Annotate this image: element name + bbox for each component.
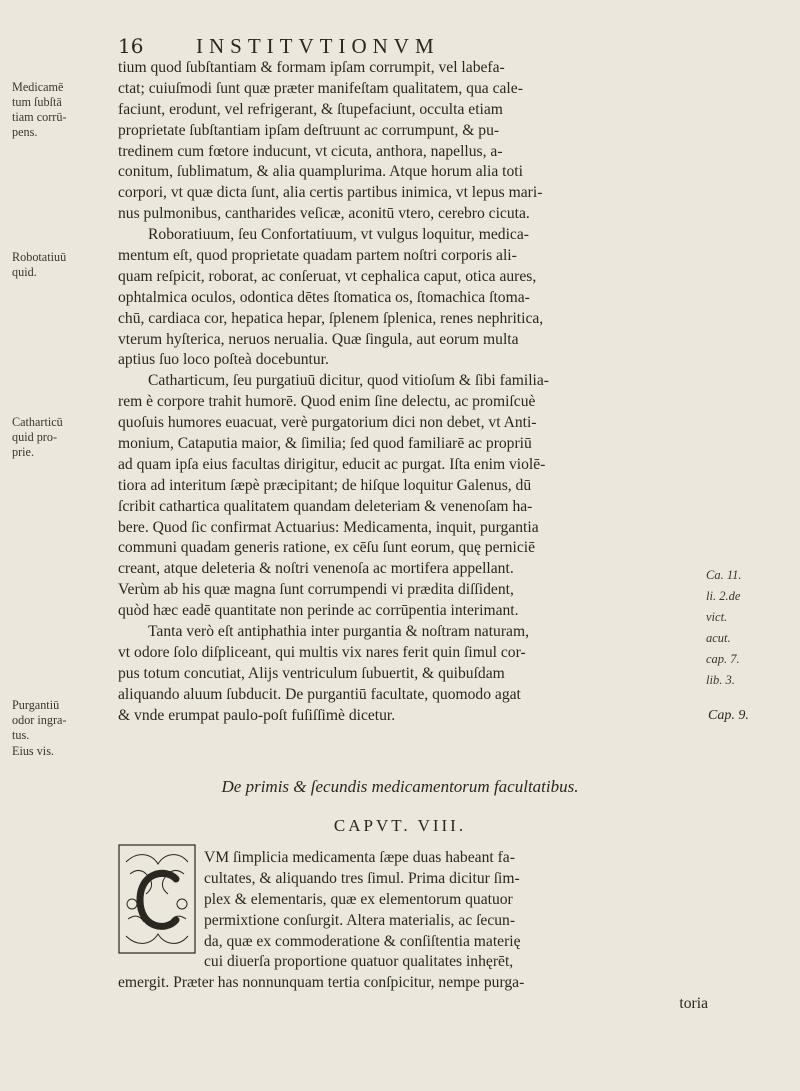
chapter-heading: CAPVT. VIII. [333, 816, 467, 835]
text-line: proprietate ſubſtantiam ipſam deſtruunt ac corrumpunt, & pu- [118, 121, 500, 139]
text-line: quòd hæc eadē quantitate non perinde ac corrūpentia interimant. [118, 602, 519, 620]
right-ref: vict. [706, 610, 728, 624]
margin-note-line: odor ingra- [12, 713, 67, 727]
chapter-reference: Cap. 9. [708, 707, 749, 723]
text-line: mentum eſt, quod proprietate quadam partem noſtri corporis ali- [118, 247, 517, 265]
margin-note-line: Robotatiuū [12, 250, 67, 264]
chapter-text-block [118, 848, 708, 1015]
text-line: da, quæ ex commoderatione & conſiſtentia materię [204, 932, 521, 950]
margin-note-line: tiam corrū- [12, 110, 67, 124]
text-line: creant, atque deleteria & noſtri venenoſa ac mortifera appellant. [118, 560, 514, 578]
margin-note-eius-vis [12, 744, 112, 759]
text-line: ſcribit cathartica qualitatem quandam deleteriam & venenoſam ha- [118, 497, 533, 515]
page-number: 16 [118, 34, 144, 58]
right-ref: lib. 3. [706, 673, 735, 687]
text-line: VM ſimplicia medicamenta ſæpe duas habeant fa- [204, 849, 515, 866]
text-line: vt odore ſolo diſpliceant, qui multis vix nares ferit quin ſimul cor- [118, 643, 526, 661]
margin-note-line: Eius vis. [12, 744, 54, 758]
text-line: cui diuerſa proportione quatuor qualitates inhęrēt, [204, 953, 514, 971]
text-line: ophtalmica oculos, odontica dētes ſtomatica os, ſtomachica ſtoma- [118, 288, 530, 306]
text-line: bere. Quod ſic confirmat Actuarius: Medicamenta, inquit, purgantia [118, 518, 539, 536]
text-line: quam reſpicit, roborat, ac conſeruat, vt cephalica caput, otica aures, [118, 267, 537, 285]
margin-note-line: Medicamē [12, 80, 64, 94]
text-line: corpori, vt quæ dicta ſunt, alia certis partibus inimica, vt lepus mari- [118, 184, 543, 202]
margin-note-catharticum [12, 415, 112, 460]
text-line: communi quadam generis ratione, ex cēſu ſunt eorum, quę perniciē [118, 539, 535, 557]
text-line: quoſuis humores euacuat, verè purgatorium dici non debet, vt Anti- [118, 414, 537, 432]
text-line: Tanta verò eſt antiphathia inter purgantia & noſtram naturam, [148, 623, 529, 641]
text-line: pus totum concutiat, Alijs ventriculum ſubuertit, & quibuſdam [118, 664, 505, 682]
text-line: toria [679, 995, 708, 1013]
running-head: INSTITVTIONVM [196, 34, 440, 58]
margin-note-line: Catharticū [12, 415, 63, 429]
text-line: Roboratiuum, ſeu Confortatiuum, vt vulgus loquitur, medica- [148, 226, 529, 244]
margin-note-medicament [12, 80, 112, 140]
text-line [118, 706, 749, 727]
section-title: De primis & ſecundis medicamentorum facultatibus. [221, 777, 579, 796]
right-references [706, 565, 796, 691]
text-line: chū, cardiaca cor, hepatica hepar, ſplenem ſplenica, renes nephritica, [118, 309, 544, 327]
text-line: Catharticum, ſeu purgatiuū dicitur, quod vitioſum & ſibi familia- [148, 372, 549, 390]
right-ref: cap. 7. [706, 652, 740, 666]
right-ref: acut. [706, 631, 731, 645]
text-line: monium, Cataputia maior, & ſimilia; ſed quod familiarē ac propriū [118, 435, 532, 453]
text-line: nus pulmonibus, cantharides veſicæ, aconitū vtero, cerebro cicuta. [118, 205, 530, 223]
text-line: ctat; cuiuſmodi ſunt quæ præter manifeſtam qualitatem, qua cale- [118, 79, 523, 97]
margin-note-line: quid. [12, 265, 37, 279]
text-line-content: & vnde erumpat paulo-poſt fuſiſſimè dicetur. [118, 706, 396, 724]
text-line: conitum, ſublimatum, & alia quamplurima. Atque horum alia toti [118, 163, 523, 181]
text-line: tium quod ſubſtantiam & formam ipſam corrumpit, vel labefa- [118, 59, 505, 76]
margin-note-line: quid pro- [12, 430, 58, 444]
text-line: ad quam ipſa eius facultas dirigitur, educit ac purgat. Iſta enim violē- [118, 455, 546, 473]
text-line: faciunt, erodunt, vel refrigerant, & ſtupefaciunt, occulta etiam [118, 100, 503, 118]
text-line: rem è corpore trahit humorē. Quod enim ſine delectu, ac promiſcuè [118, 393, 536, 411]
text-line: emergit. Præter has nonnunquam tertia conſpicitur, nempe purga- [118, 974, 525, 992]
margin-note-line: pens. [12, 125, 38, 139]
text-line: plex & elementaris, quæ ex elementorum quatuor [204, 890, 513, 908]
text-line: aliquando aluum ſubducit. De purgantiū facultate, quomodo agat [118, 685, 521, 703]
margin-note-line: Purgantiū [12, 698, 60, 712]
margin-note-purgantium [12, 698, 112, 743]
margin-note-line: prie. [12, 445, 34, 459]
text-line: permixtione conſurgit. Altera materialis, ac ſecun- [204, 911, 516, 929]
margin-note-line: tus. [12, 728, 30, 742]
text-line: tiora ad interitum ſæpè præcipitant; de hiſque loquitur Galenus, dū [118, 476, 532, 494]
text-line: Verùm ab his quæ magna ſunt corrumpendi vi prædita diſſident, [118, 581, 514, 599]
text-line: tredinem cum fœtore inducunt, vt cicuta, anthora, napellus, a- [118, 142, 503, 160]
margin-note-roborativum [12, 250, 112, 280]
text-line: aptius ſuo loco poſteà docebuntur. [118, 351, 329, 369]
right-ref: li. 2.de [706, 589, 741, 603]
right-ref: Ca. 11. [706, 568, 742, 582]
text-line: cultates, & aliquando tres ſimul. Prima dicitur ſim- [204, 869, 520, 887]
margin-note-line: tum ſubſtā [12, 95, 62, 109]
text-line: vterum hyſterica, neruos nerualia. Quæ ſingula, aut eorum multa [118, 330, 519, 348]
